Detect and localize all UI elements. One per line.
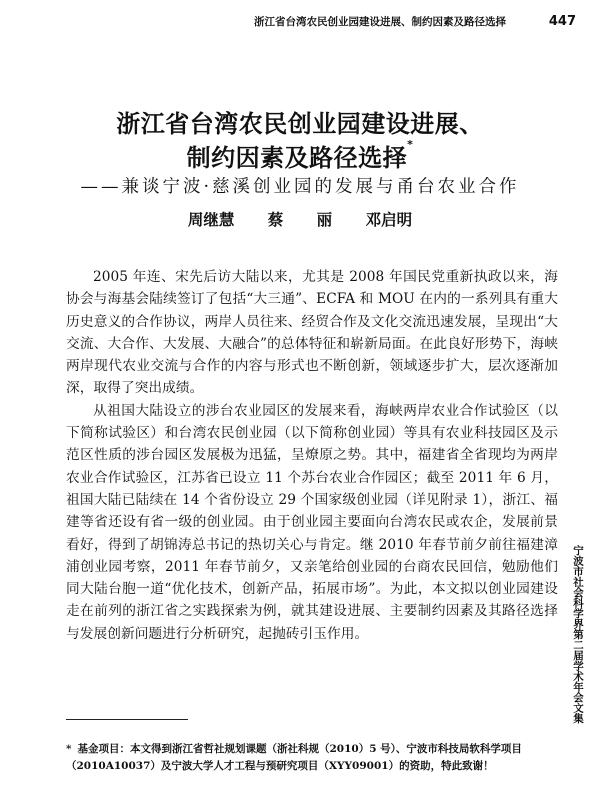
page-number: 447 — [548, 14, 576, 29]
article-title-line2-text: 制约因素及路径选择 — [186, 144, 408, 172]
footnote-text: 基金项目：本文得到浙江省哲社规划课题（浙社科规（2010）5 号）、宁波市科技局软科学项目（2010A10037）及宁波大学人才工程与预研究项目（XYY09001）的资助，特此致谢！ — [66, 743, 522, 772]
body-paragraph-1: 2005 年连、宋先后访大陆以来，尤其是 2008 年国民党重新执政以来，海协会与海基会陆续签订了包括“大三通”、ECFA 和 MOU 在内的一系列具有重大历史意义的合作协议，两岸人员往来、经贸合作及文化交流迅速发展，呈现出“大交流、大合作、大发展、大融合”的总体特征和崭新局面。在此良好形势下，海峡两岸现代农业交流与合作的内容与形式也不断创新，领域逐步扩大，层次逐渐加深，取得了突出成绩。 — [66, 269, 558, 397]
body-paragraph-2: 从祖国大陆设立的涉台农业园区的发展来看，海峡两岸农业合作试验区（以下简称试验区）和台湾农民创业园（以下简称创业园）等具有农业科技园区及示范区性质的涉台园区发展极为迅猛，呈燎原之势。其中，福建省全省现均为两岸农业合作试验区，江苏省已设立 11 个苏台农业合作园区；截至 2011 年 6 月，祖国大陆已陆续在 14 个省份设立 29 个国家级创业园（详见附录 1），浙江、福建等省还设有省一级的创业园。由于创业园主要面向台湾农民或农企，发展前景看好，得到了胡锦涛总书记的热切关心与肯定。继 2010 年春节前夕前往福建漳浦创业园考察，2011 年春节前夕，又亲笔给创业园的台商农民回信，勉励他们同大陆台胞一道“优化技术，创新产品，拓展市场”。为此，本文拟以创业园建设走在前列的浙江省之实践探索为例，就其建设进展、主要制约因素及其路径选择与发展创新问题进行分析研究，起抛砖引玉作用。 — [66, 402, 558, 642]
sidebar-collection-label: 宁波市社会科学界第二届学术年会文集 — [572, 545, 584, 724]
article-subtitle: ——兼谈宁波·慈溪创业园的发展与甬台农业合作 — [80, 177, 520, 197]
footnote — [66, 741, 566, 775]
running-head-title: 浙江省台湾农民创业园建设进展、制约因素及路径选择 — [254, 16, 506, 28]
article-title-line1: 浙江省台湾农民创业园建设进展、 — [116, 110, 484, 138]
article-title-line2 — [0, 138, 600, 173]
footnote-mark: * — [66, 743, 72, 755]
title-footnote-mark: * — [407, 138, 414, 151]
footnote-divider — [66, 719, 188, 720]
authors: 周继慧 蔡 丽 邓启明 — [187, 210, 413, 229]
article-body — [66, 266, 558, 645]
running-head — [254, 14, 576, 29]
